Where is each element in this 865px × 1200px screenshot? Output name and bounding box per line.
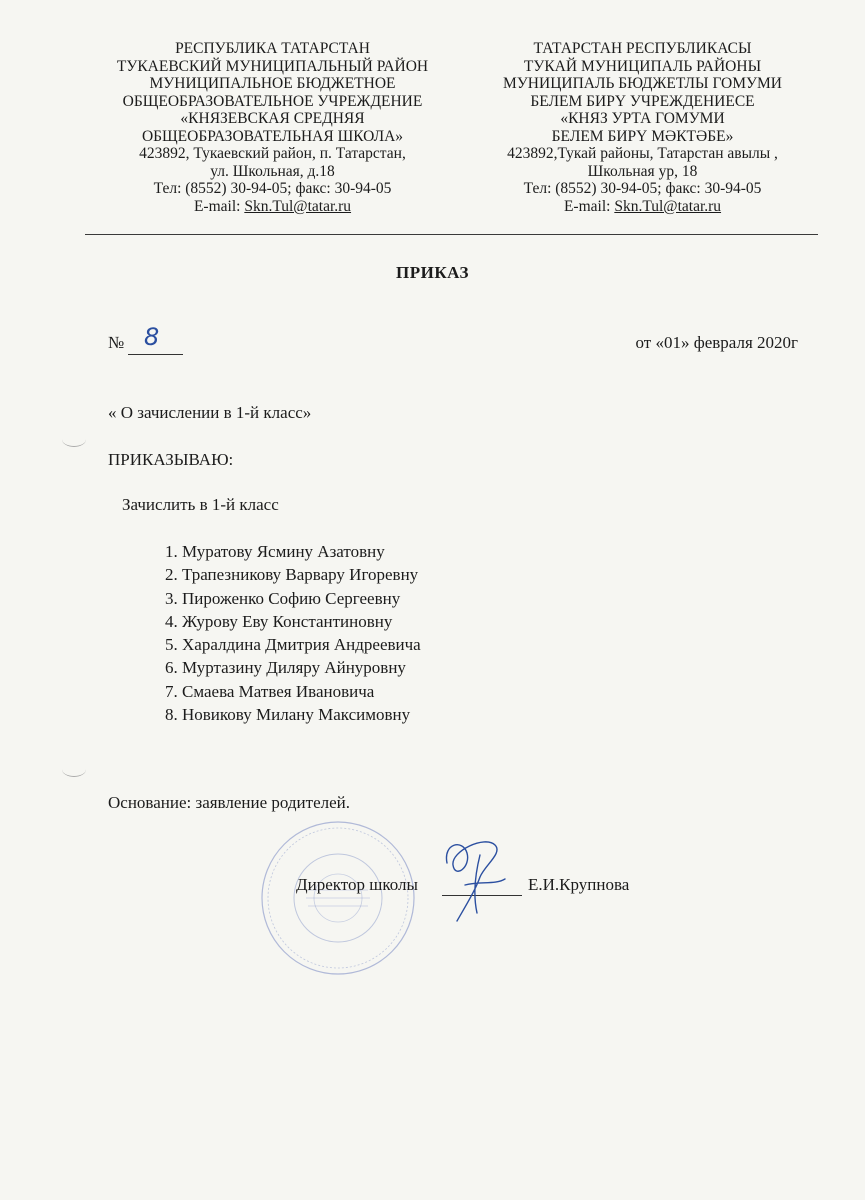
list-item: 5. Харалдина Дмитрия Андреевича — [165, 635, 421, 655]
list-item: 6. Муртазину Диляру Айнуровну — [165, 658, 406, 678]
order-number-row — [108, 323, 798, 357]
order-verb: ПРИКАЗЫВАЮ: — [108, 450, 234, 469]
order-action: Зачислить в 1-й класс — [122, 495, 279, 514]
order-number-underline — [128, 354, 183, 355]
punch-hole-mark — [62, 432, 86, 447]
list-item: 4. Журову Еву Константиновну — [165, 611, 393, 631]
header-left — [100, 40, 445, 215]
email-link[interactable]: Skn.Tul@tatar.ru — [614, 197, 722, 215]
list-item: 1. Муратову Ясмину Азатовну — [165, 542, 385, 561]
header-left-line: ул. Школьная, д.18 — [210, 162, 335, 180]
header-right-line: 423892,Тукай районы, Татарстан авылы , — [507, 145, 778, 162]
header-left-line: РЕСПУБЛИКА ТАТАРСТАН — [175, 40, 370, 57]
email-label: E-mail: — [193, 197, 245, 215]
header-left-line: «КНЯЗЕВСКАЯ СРЕДНЯЯ — [180, 110, 365, 127]
header-divider — [85, 234, 818, 235]
header-left-line: 423892, Тукаевский район, п. Татарстан, — [139, 145, 406, 162]
school-stamp — [258, 818, 418, 978]
list-item: 3. Пироженко Софию Сергеевну — [165, 588, 401, 608]
header-left-email-line — [100, 198, 445, 216]
header-left-line: МУНИЦИПАЛЬНОЕ БЮДЖЕТНОЕ — [149, 75, 396, 92]
header-left-line: ОБЩЕОБРАЗОВАТЕЛЬНАЯ ШКОЛА» — [141, 127, 404, 145]
header-right-line: «КНЯЗ УРТА ГОМУМИ — [560, 110, 725, 127]
header-left-line: Тел: (8552) 30-94-05; факс: 30-94-05 — [153, 180, 392, 197]
header-left-line: ОБЩЕОБРАЗОВАТЕЛЬНОЕ УЧРЕЖДЕНИЕ — [122, 92, 423, 110]
signature-title: Директор школы — [296, 875, 418, 894]
order-basis: Основание: заявление родителей. — [108, 793, 350, 812]
header-right — [470, 40, 815, 215]
header-right-line: МУНИЦИПАЛЬ БЮДЖЕТЛЫ ГОМУМИ — [503, 75, 782, 92]
header-right-line: ТУКАЙ МУНИЦИПАЛЬ РАЙОНЫ — [523, 57, 762, 75]
header-right-line: Школьная ур, 18 — [587, 162, 698, 180]
order-number-handwritten: 8 — [144, 323, 160, 351]
list-item: 8. Новикову Милану Максимовну — [165, 705, 411, 725]
student-list — [165, 540, 421, 726]
handwritten-signature — [425, 835, 520, 925]
header-right-email-line — [470, 198, 815, 216]
email-label: E-mail: — [563, 197, 615, 215]
header-right-line: ТАТАРСТАН РЕСПУБЛИКАСЫ — [533, 40, 752, 57]
header-right-line: БЕЛЕМ БИРҮ УЧРЕЖДЕНИЕСЕ — [530, 92, 755, 110]
punch-hole-mark — [62, 762, 86, 777]
order-date: от «01» февраля 2020г — [635, 333, 798, 352]
order-number-label: № — [108, 333, 125, 352]
order-subject: « О зачислении в 1-й класс» — [108, 403, 312, 422]
header-right-line: Тел: (8552) 30-94-05; факс: 30-94-05 — [523, 180, 762, 197]
list-item: 2. Трапезникову Варвару Игоревну — [165, 565, 419, 585]
signature-name: Е.И.Крупнова — [528, 875, 630, 894]
list-item: 7. Смаева Матвея Ивановича — [165, 681, 375, 701]
document-title: ПРИКАЗ — [396, 263, 469, 282]
header-left-line: ТУКАЕВСКИЙ МУНИЦИПАЛЬНЫЙ РАЙОН — [116, 57, 429, 75]
email-link[interactable]: Skn.Tul@tatar.ru — [244, 197, 352, 215]
header-right-line: БЕЛЕМ БИРҮ МӘКТӘБЕ» — [551, 127, 734, 145]
